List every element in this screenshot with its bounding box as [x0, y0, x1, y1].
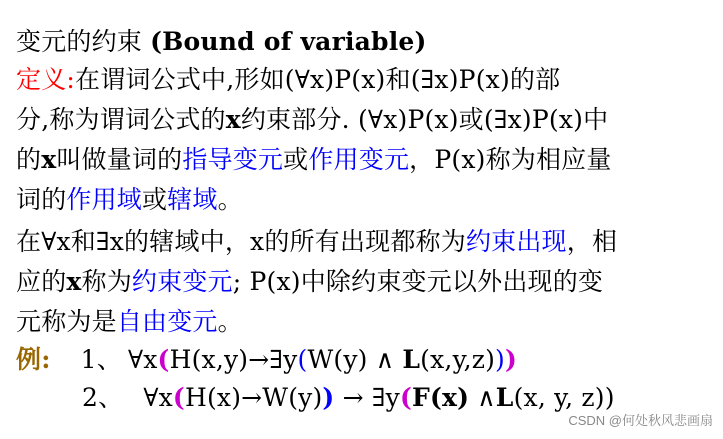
heading — [16, 24, 427, 60]
example-1-paren-open: ( — [157, 345, 170, 374]
example-2-formula-b: → ∃y — [334, 383, 400, 412]
example-2-L: L — [495, 383, 514, 412]
example-1-paren-close: ) — [505, 345, 518, 374]
definition-or-2: 或 — [142, 185, 168, 214]
example-2-quantifier: ∀x — [143, 383, 173, 412]
scope-text-2c: ; P(x)中除约束变元以外出现的变 — [232, 267, 604, 296]
scope-text-3a: 元称为是 — [16, 307, 117, 336]
example-2-formula-c: ∧ — [469, 383, 496, 412]
definition-end: 。 — [217, 185, 243, 214]
example-1-formula-c: (x,y,z) — [420, 345, 496, 374]
definition-label: 定义: — [16, 65, 76, 94]
example-2-number: 2、 — [82, 383, 124, 412]
example-1-paren2-open: ( — [297, 345, 308, 374]
definition-text-4a: 词的 — [16, 185, 67, 214]
heading-cn: 变元的约束 — [16, 27, 151, 56]
definition-text-3b: 叫做量词的 — [56, 145, 183, 174]
term-bound-variable: 约束变元 — [131, 267, 233, 296]
definition-text-3c: ，P(x)称为相应量 — [409, 145, 612, 174]
definition-text-2a: 分,称为谓词公式的 — [16, 105, 226, 134]
example-1-quantifier: ∀x — [127, 345, 158, 374]
definition-text-3a: 的 — [16, 145, 42, 174]
definition-x-2: x — [41, 145, 57, 174]
term-action-variable: 作用变元 — [308, 145, 410, 174]
example-2-paren-close: ) — [322, 383, 335, 412]
term-guide-variable: 指导变元 — [182, 145, 284, 174]
example-1-formula-a: H(x,y)→∃y — [169, 345, 298, 374]
example-1-number: 1、 — [80, 345, 122, 374]
scope-end: 。 — [217, 307, 243, 336]
definition-text-1: 在谓词公式中,形如(∀x)P(x)和(∃x)P(x)的部 — [75, 65, 561, 94]
term-scope: 作用域 — [66, 185, 143, 214]
scope-text-2a: 应的 — [16, 267, 67, 296]
scope-text-1a: 在∀x和∃x的辖域中，x的所有出现都称为 — [16, 227, 466, 256]
watermark: CSDN @何处秋风悲画扇 — [568, 413, 713, 428]
example-2-formula-d: (x, y, z)) — [513, 383, 615, 412]
example-2 — [82, 380, 615, 416]
example-2-F: F(x) — [412, 383, 470, 412]
term-domain: 辖域 — [167, 185, 218, 214]
definition-x-1: x — [225, 105, 241, 134]
scope-line-1 — [16, 224, 617, 260]
scope-x: x — [66, 267, 82, 296]
definition-line-3 — [16, 142, 612, 178]
example-2-paren-open: ( — [172, 383, 185, 412]
definition-line-2 — [16, 102, 608, 138]
heading-en: (Bound of variable) — [150, 27, 427, 56]
scope-line-3 — [16, 304, 243, 340]
term-bound-occurrence: 约束出现 — [465, 227, 567, 256]
example-2-paren2-open: ( — [399, 383, 413, 412]
example-2-formula-a: H(x)→W(y) — [184, 383, 323, 412]
example-1-paren2-close: ) — [495, 345, 506, 374]
definition-text-2b: 约束部分. (∀x)P(x)或(∃x)P(x)中 — [240, 105, 609, 134]
example-label: 例: — [16, 345, 51, 374]
scope-line-2 — [16, 264, 603, 300]
definition-line-1 — [16, 62, 560, 98]
definition-line-4 — [16, 182, 243, 218]
scope-text-2b: 称为 — [81, 267, 132, 296]
definition-or-1: 或 — [283, 145, 309, 174]
term-free-variable: 自由变元 — [116, 307, 218, 336]
example-1 — [16, 342, 517, 378]
example-1-formula-b: W(y) ∧ — [307, 345, 403, 374]
scope-text-1b: ，相 — [566, 227, 618, 256]
example-1-L: L — [402, 345, 421, 374]
